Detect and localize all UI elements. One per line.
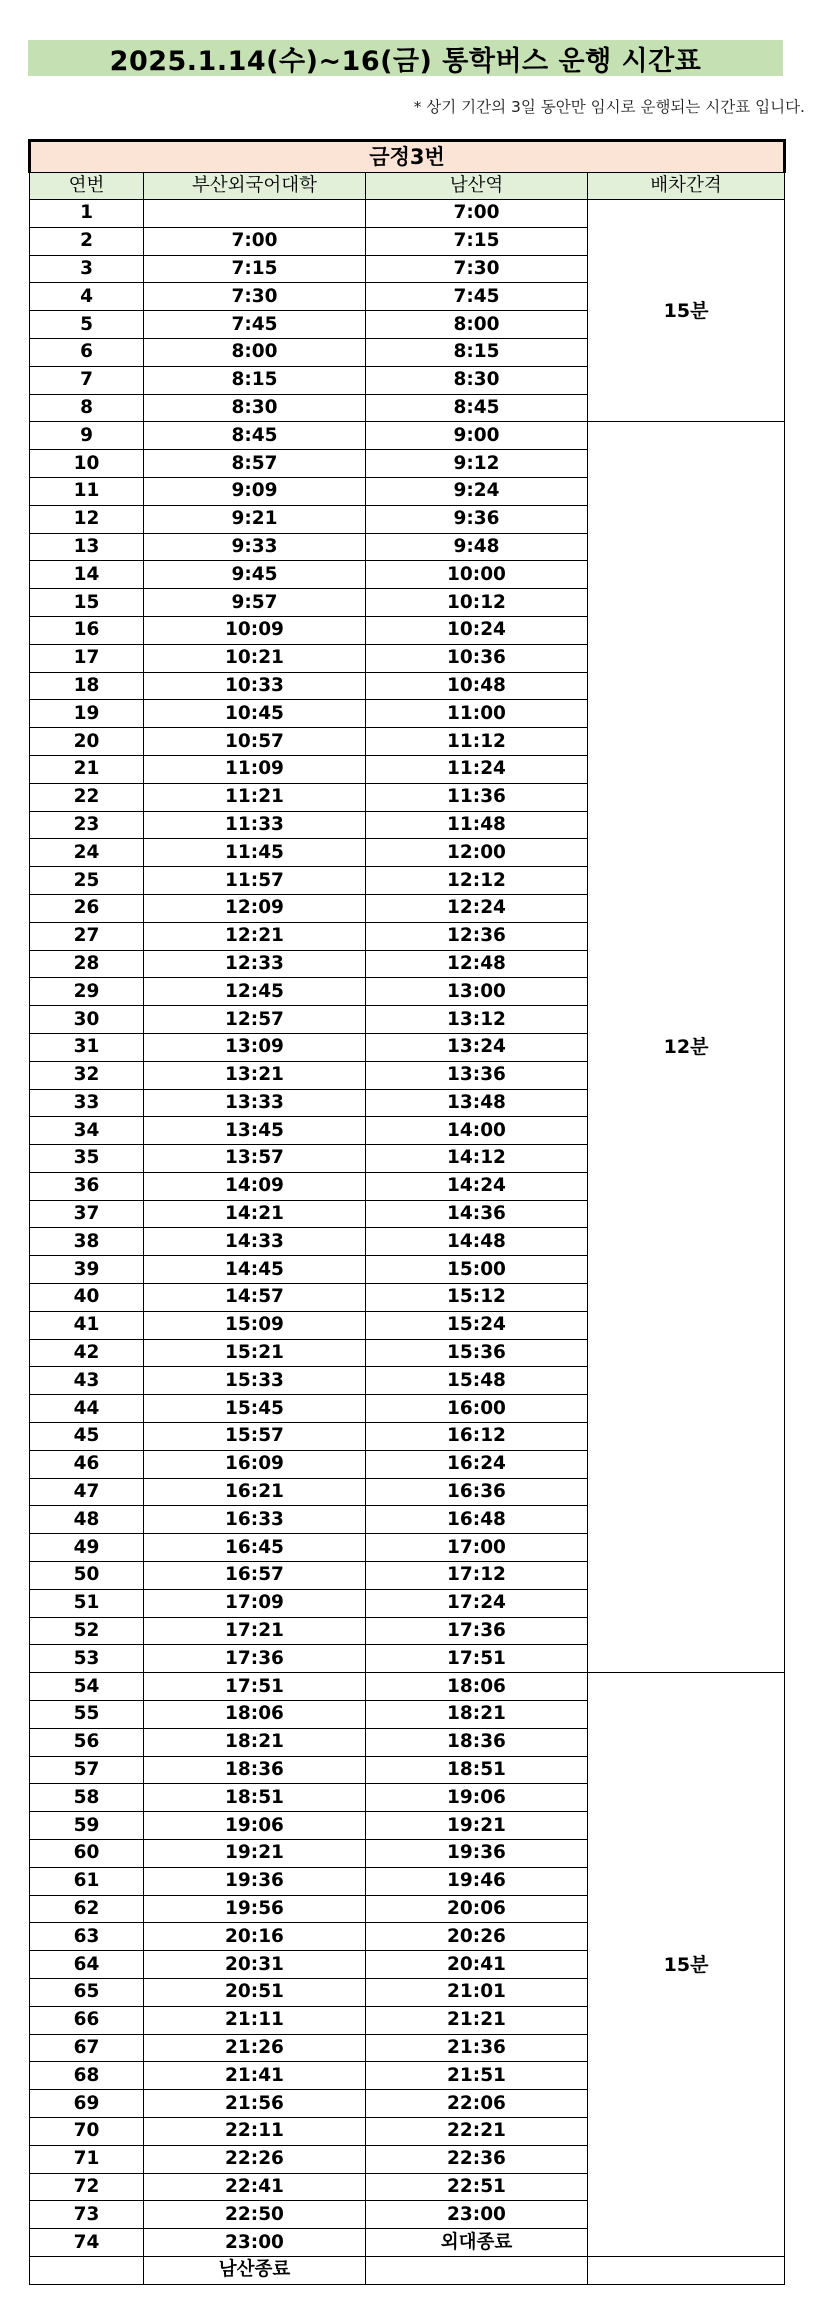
cell-university-time: 10:45 (144, 700, 366, 728)
cell-university-time: 10:57 (144, 728, 366, 756)
cell-station-time: 21:21 (366, 2006, 588, 2034)
cell-university-time: 22:41 (144, 2173, 366, 2201)
cell-seq: 48 (30, 1506, 144, 1534)
cell-seq: 64 (30, 1951, 144, 1979)
cell-university-time: 12:21 (144, 922, 366, 950)
cell-seq: 35 (30, 1145, 144, 1173)
cell-university-time: 17:51 (144, 1673, 366, 1701)
cell-seq: 27 (30, 922, 144, 950)
cell-seq: 66 (30, 2006, 144, 2034)
cell-seq: 24 (30, 839, 144, 867)
cell-interval: 15분 (588, 1673, 785, 2257)
cell-station-time: 11:48 (366, 811, 588, 839)
cell-seq: 52 (30, 1617, 144, 1645)
cell-seq: 40 (30, 1284, 144, 1312)
cell-university-time: 13:33 (144, 1089, 366, 1117)
cell-station-time: 13:36 (366, 1061, 588, 1089)
cell-interval: 15분 (588, 200, 785, 422)
cell-university-time: 18:21 (144, 1728, 366, 1756)
cell-university-time: 19:36 (144, 1867, 366, 1895)
cell-station-time: 14:12 (366, 1145, 588, 1173)
cell-station-time: 17:00 (366, 1534, 588, 1562)
cell-station-time: 15:24 (366, 1311, 588, 1339)
cell-seq: 61 (30, 1867, 144, 1895)
bus-timetable (28, 139, 786, 2285)
cell-university-time: 7:15 (144, 255, 366, 283)
cell-seq: 49 (30, 1534, 144, 1562)
cell-seq: 22 (30, 783, 144, 811)
cell-university-time: 14:33 (144, 1228, 366, 1256)
cell-university-time: 12:33 (144, 950, 366, 978)
cell-station-time: 22:36 (366, 2145, 588, 2173)
cell-station-time: 18:36 (366, 1728, 588, 1756)
cell-university-time: 19:56 (144, 1895, 366, 1923)
cell-university-time: 11:45 (144, 839, 366, 867)
cell-station-time: 10:12 (366, 589, 588, 617)
cell-station-time: 17:12 (366, 1562, 588, 1590)
cell-station-time: 16:00 (366, 1395, 588, 1423)
cell-seq: 17 (30, 644, 144, 672)
cell-university-time: 15:21 (144, 1339, 366, 1367)
cell-station-time: 19:36 (366, 1840, 588, 1868)
cell-station-time: 22:51 (366, 2173, 588, 2201)
column-header-row (30, 173, 785, 200)
cell-seq: 30 (30, 1006, 144, 1034)
cell-university-time: 9:33 (144, 533, 366, 561)
cell-seq: 9 (30, 422, 144, 450)
cell-seq: 14 (30, 561, 144, 589)
cell-university-time: 11:21 (144, 783, 366, 811)
cell-station-time: 15:48 (366, 1367, 588, 1395)
cell-university-time: 17:09 (144, 1589, 366, 1617)
cell-university-time: 11:09 (144, 755, 366, 783)
cell-seq: 20 (30, 728, 144, 756)
cell-seq: 57 (30, 1756, 144, 1784)
cell-station-time: 23:00 (366, 2201, 588, 2229)
cell-station-time: 12:12 (366, 867, 588, 895)
cell-university-time: 18:36 (144, 1756, 366, 1784)
cell-seq: 29 (30, 978, 144, 1006)
cell-university-time: 13:45 (144, 1117, 366, 1145)
cell-university-time: 14:21 (144, 1200, 366, 1228)
cell-seq: 70 (30, 2117, 144, 2145)
cell-seq: 19 (30, 700, 144, 728)
cell-university-time: 11:57 (144, 867, 366, 895)
cell-university-time: 22:50 (144, 2201, 366, 2229)
cell-seq: 1 (30, 200, 144, 228)
cell-university-time: 8:00 (144, 338, 366, 366)
cell-seq: 44 (30, 1395, 144, 1423)
cell-university-time (144, 200, 366, 228)
cell-seq: 47 (30, 1478, 144, 1506)
cell-station-time: 12:24 (366, 894, 588, 922)
cell-seq: 60 (30, 1840, 144, 1868)
cell-station-time: 7:30 (366, 255, 588, 283)
cell-university-time: 8:57 (144, 450, 366, 478)
cell-station-time: 15:12 (366, 1284, 588, 1312)
cell-university-time: 12:09 (144, 894, 366, 922)
cell-seq: 25 (30, 867, 144, 895)
cell-seq: 16 (30, 616, 144, 644)
cell-university-time: 15:33 (144, 1367, 366, 1395)
cell-seq: 43 (30, 1367, 144, 1395)
cell-university-time: 남산종료 (144, 2256, 366, 2284)
cell-seq: 65 (30, 1979, 144, 2007)
cell-seq: 3 (30, 255, 144, 283)
cell-seq: 67 (30, 2034, 144, 2062)
cell-university-time: 14:45 (144, 1256, 366, 1284)
cell-seq: 39 (30, 1256, 144, 1284)
cell-station-time: 17:51 (366, 1645, 588, 1673)
cell-university-time: 10:09 (144, 616, 366, 644)
cell-seq: 46 (30, 1450, 144, 1478)
cell-seq: 34 (30, 1117, 144, 1145)
cell-station-time: 7:45 (366, 283, 588, 311)
cell-station-time: 18:06 (366, 1673, 588, 1701)
cell-university-time: 12:45 (144, 978, 366, 1006)
cell-station-time: 16:48 (366, 1506, 588, 1534)
cell-station-time: 7:15 (366, 227, 588, 255)
cell-station-time: 16:12 (366, 1423, 588, 1451)
cell-university-time: 19:21 (144, 1840, 366, 1868)
cell-station-time: 13:48 (366, 1089, 588, 1117)
cell-seq (30, 2256, 144, 2284)
cell-seq: 31 (30, 1033, 144, 1061)
cell-station-time (366, 2256, 588, 2284)
cell-station-time: 18:51 (366, 1756, 588, 1784)
cell-station-time: 13:12 (366, 1006, 588, 1034)
cell-university-time: 8:45 (144, 422, 366, 450)
cell-university-time: 16:09 (144, 1450, 366, 1478)
header-university: 부산외국어대학 (144, 173, 366, 200)
cell-seq: 11 (30, 477, 144, 505)
cell-seq: 7 (30, 366, 144, 394)
cell-university-time: 21:41 (144, 2062, 366, 2090)
cell-university-time: 8:30 (144, 394, 366, 422)
cell-university-time: 19:06 (144, 1812, 366, 1840)
cell-station-time: 11:24 (366, 755, 588, 783)
cell-station-time: 외대종료 (366, 2229, 588, 2257)
page-title: 2025.1.14(수)~16(금) 통학버스 운행 시간표 (28, 40, 783, 76)
cell-station-time: 10:48 (366, 672, 588, 700)
cell-university-time: 21:56 (144, 2090, 366, 2118)
cell-university-time: 21:26 (144, 2034, 366, 2062)
cell-university-time: 15:09 (144, 1311, 366, 1339)
cell-seq: 12 (30, 505, 144, 533)
cell-station-time: 10:36 (366, 644, 588, 672)
cell-university-time: 9:57 (144, 589, 366, 617)
cell-seq: 37 (30, 1200, 144, 1228)
cell-seq: 41 (30, 1311, 144, 1339)
cell-station-time: 10:24 (366, 616, 588, 644)
cell-station-time: 9:36 (366, 505, 588, 533)
cell-seq: 23 (30, 811, 144, 839)
cell-seq: 8 (30, 394, 144, 422)
cell-station-time: 11:12 (366, 728, 588, 756)
cell-seq: 26 (30, 894, 144, 922)
cell-station-time: 16:24 (366, 1450, 588, 1478)
cell-station-time: 20:26 (366, 1923, 588, 1951)
cell-university-time: 7:30 (144, 283, 366, 311)
cell-seq: 58 (30, 1784, 144, 1812)
cell-university-time: 20:51 (144, 1979, 366, 2007)
cell-station-time: 19:21 (366, 1812, 588, 1840)
cell-station-time: 8:00 (366, 311, 588, 339)
cell-station-time: 11:00 (366, 700, 588, 728)
cell-university-time: 13:21 (144, 1061, 366, 1089)
cell-seq: 62 (30, 1895, 144, 1923)
cell-university-time: 16:57 (144, 1562, 366, 1590)
cell-station-time: 10:00 (366, 561, 588, 589)
timetable-body (30, 200, 785, 2285)
cell-seq: 53 (30, 1645, 144, 1673)
cell-seq: 10 (30, 450, 144, 478)
cell-university-time: 9:09 (144, 477, 366, 505)
cell-station-time: 9:48 (366, 533, 588, 561)
cell-seq: 69 (30, 2090, 144, 2118)
cell-university-time: 23:00 (144, 2229, 366, 2257)
cell-seq: 63 (30, 1923, 144, 1951)
cell-university-time: 20:31 (144, 1951, 366, 1979)
cell-interval: 12분 (588, 422, 785, 1673)
cell-university-time: 9:21 (144, 505, 366, 533)
cell-seq: 36 (30, 1172, 144, 1200)
cell-station-time: 21:36 (366, 2034, 588, 2062)
cell-seq: 28 (30, 950, 144, 978)
schedule-note: * 상기 기간의 3일 동안만 임시로 운행되는 시간표 입니다. (413, 98, 805, 116)
cell-university-time: 22:26 (144, 2145, 366, 2173)
route-name: 금정3번 (30, 141, 785, 173)
cell-seq: 21 (30, 755, 144, 783)
cell-station-time: 22:21 (366, 2117, 588, 2145)
cell-station-time: 9:24 (366, 477, 588, 505)
cell-station-time: 14:00 (366, 1117, 588, 1145)
header-station: 남산역 (366, 173, 588, 200)
cell-university-time: 17:21 (144, 1617, 366, 1645)
cell-station-time: 16:36 (366, 1478, 588, 1506)
cell-seq: 54 (30, 1673, 144, 1701)
cell-station-time: 12:00 (366, 839, 588, 867)
cell-station-time: 14:36 (366, 1200, 588, 1228)
cell-station-time: 19:06 (366, 1784, 588, 1812)
cell-seq: 51 (30, 1589, 144, 1617)
table-row (30, 1673, 785, 1701)
cell-university-time: 13:09 (144, 1033, 366, 1061)
cell-university-time: 10:33 (144, 672, 366, 700)
cell-station-time: 8:30 (366, 366, 588, 394)
cell-station-time: 12:36 (366, 922, 588, 950)
cell-seq: 5 (30, 311, 144, 339)
cell-university-time: 18:06 (144, 1701, 366, 1729)
cell-interval-empty (588, 2256, 785, 2284)
cell-station-time: 11:36 (366, 783, 588, 811)
route-row (30, 141, 785, 173)
cell-seq: 18 (30, 672, 144, 700)
cell-seq: 6 (30, 338, 144, 366)
cell-university-time: 18:51 (144, 1784, 366, 1812)
cell-station-time: 13:24 (366, 1033, 588, 1061)
cell-station-time: 21:51 (366, 2062, 588, 2090)
cell-seq: 33 (30, 1089, 144, 1117)
header-seq: 연번 (30, 173, 144, 200)
cell-station-time: 8:15 (366, 338, 588, 366)
cell-university-time: 15:57 (144, 1423, 366, 1451)
cell-station-time: 14:24 (366, 1172, 588, 1200)
cell-seq: 32 (30, 1061, 144, 1089)
cell-seq: 55 (30, 1701, 144, 1729)
cell-seq: 38 (30, 1228, 144, 1256)
cell-seq: 73 (30, 2201, 144, 2229)
cell-station-time: 17:24 (366, 1589, 588, 1617)
cell-university-time: 12:57 (144, 1006, 366, 1034)
cell-university-time: 13:57 (144, 1145, 366, 1173)
cell-station-time: 15:00 (366, 1256, 588, 1284)
cell-university-time: 20:16 (144, 1923, 366, 1951)
cell-university-time: 16:33 (144, 1506, 366, 1534)
cell-station-time: 20:06 (366, 1895, 588, 1923)
cell-seq: 50 (30, 1562, 144, 1590)
cell-station-time: 7:00 (366, 200, 588, 228)
cell-university-time: 14:09 (144, 1172, 366, 1200)
cell-seq: 2 (30, 227, 144, 255)
cell-university-time: 16:21 (144, 1478, 366, 1506)
cell-station-time: 19:46 (366, 1867, 588, 1895)
cell-seq: 42 (30, 1339, 144, 1367)
cell-university-time: 17:36 (144, 1645, 366, 1673)
cell-station-time: 8:45 (366, 394, 588, 422)
cell-university-time: 7:45 (144, 311, 366, 339)
cell-seq: 68 (30, 2062, 144, 2090)
cell-station-time: 21:01 (366, 1979, 588, 2007)
cell-university-time: 7:00 (144, 227, 366, 255)
cell-station-time: 14:48 (366, 1228, 588, 1256)
table-row (30, 2256, 785, 2284)
cell-station-time: 20:41 (366, 1951, 588, 1979)
cell-university-time: 8:15 (144, 366, 366, 394)
cell-seq: 15 (30, 589, 144, 617)
cell-seq: 71 (30, 2145, 144, 2173)
cell-station-time: 9:00 (366, 422, 588, 450)
cell-university-time: 15:45 (144, 1395, 366, 1423)
cell-station-time: 13:00 (366, 978, 588, 1006)
cell-university-time: 10:21 (144, 644, 366, 672)
cell-university-time: 14:57 (144, 1284, 366, 1312)
cell-station-time: 9:12 (366, 450, 588, 478)
cell-station-time: 15:36 (366, 1339, 588, 1367)
cell-seq: 13 (30, 533, 144, 561)
table-row (30, 200, 785, 228)
cell-university-time: 11:33 (144, 811, 366, 839)
cell-university-time: 9:45 (144, 561, 366, 589)
cell-station-time: 22:06 (366, 2090, 588, 2118)
table-row (30, 422, 785, 450)
cell-seq: 4 (30, 283, 144, 311)
cell-seq: 72 (30, 2173, 144, 2201)
cell-seq: 45 (30, 1423, 144, 1451)
cell-university-time: 16:45 (144, 1534, 366, 1562)
cell-university-time: 22:11 (144, 2117, 366, 2145)
cell-station-time: 17:36 (366, 1617, 588, 1645)
cell-seq: 74 (30, 2229, 144, 2257)
cell-station-time: 12:48 (366, 950, 588, 978)
cell-seq: 59 (30, 1812, 144, 1840)
cell-station-time: 18:21 (366, 1701, 588, 1729)
header-interval: 배차간격 (588, 173, 785, 200)
cell-seq: 56 (30, 1728, 144, 1756)
cell-university-time: 21:11 (144, 2006, 366, 2034)
